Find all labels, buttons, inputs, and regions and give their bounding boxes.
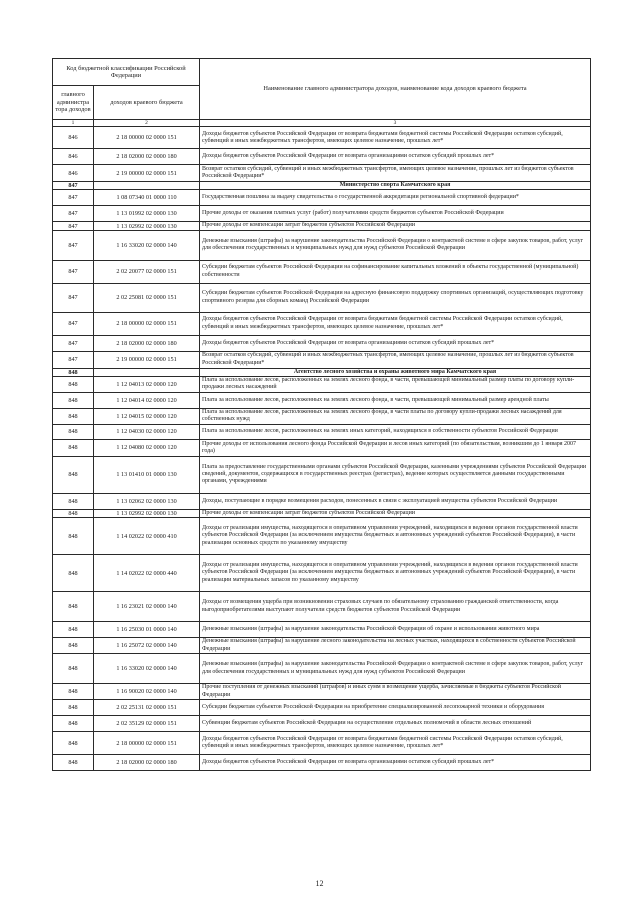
table-row [53, 165, 591, 182]
column-number-3: 3 [200, 120, 591, 127]
admin-code-cell: 848 [53, 716, 94, 732]
revenue-code-cell: 1 12 04014 02 0000 120 [94, 392, 200, 408]
revenue-name-cell: Прочие доходы от компенсации затрат бюджетов субъектов Российской Федерации [200, 509, 591, 517]
revenue-code-cell: 1 16 33020 02 0000 140 [94, 654, 200, 684]
revenue-code-cell: 1 14 02022 02 0000 410 [94, 518, 200, 555]
revenue-name-cell: Доходы от реализации имущества, находящегося в оперативном управлении учреждений, находящихся в ведении органов государственной власти субъектов Российской Федерации (за исключением имущества бюджетных и автономных учреждений субъектов Российской Федерации), в части реализации основных средств по указанному имуществу [200, 518, 591, 555]
admin-code-cell: 846 [53, 127, 94, 149]
revenue-name-cell: Прочие поступления от денежных взысканий (штрафов) и иных сумм в возмещение ущерба, зачисляемые в бюджеты субъектов Российской Федерации [200, 684, 591, 700]
revenue-name-cell: Плата за использование лесов, расположенных на землях лесного фонда, в части, превышающей минимальный размер платы по договору купли-продажи лесных насаждений [200, 376, 591, 392]
revenue-code-cell: 2 18 00000 02 0000 151 [94, 312, 200, 335]
revenue-code-cell: 1 13 02992 02 0000 130 [94, 222, 200, 230]
admin-code-cell: 848 [53, 592, 94, 622]
revenue-name-cell: Прочие доходы от оказания платных услуг (работ) получателями средств бюджетов субъектов Российской Федерации [200, 206, 591, 222]
section-header-row [53, 368, 591, 376]
admin-code-cell: 847 [53, 182, 94, 190]
revenue-code-cell: 2 02 25081 02 0000 151 [94, 283, 200, 312]
admin-code-cell: 847 [53, 335, 94, 351]
revenue-name-cell: Возврат остатков субсидий, субвенций и иных межбюджетных трансфертов, имеющих целевое назначение, прошлых лет из бюджетов субъектов Российской Федерации* [200, 165, 591, 182]
table-row [53, 732, 591, 755]
revenue-name-cell: Субвенции бюджетам субъектов Российской Федерации на осуществление отдельных полномочий в области лесных отношений [200, 716, 591, 732]
revenue-name-cell: Денежные взыскания (штрафы) за нарушение лесного законодательства на лесных участках, находящихся в собственности субъектов Российской Федерации [200, 638, 591, 654]
revenue-name-cell: Доходы бюджетов субъектов Российской Федерации от возврата организациями остатков субсидий прошлых лет* [200, 755, 591, 771]
admin-code-cell: 848 [53, 456, 94, 493]
table-row [53, 230, 591, 260]
admin-code-cell: 848 [53, 555, 94, 592]
table-row [53, 335, 591, 351]
table-row [53, 518, 591, 555]
revenue-code-cell: 1 13 01410 01 0000 130 [94, 456, 200, 493]
admin-code-cell: 847 [53, 190, 94, 206]
revenue-code-cell: 2 18 02000 02 0000 180 [94, 149, 200, 165]
revenue-code-cell: 2 18 00000 02 0000 151 [94, 127, 200, 149]
revenue-name-cell: Субсидии бюджетам субъектов Российской Федерации на приобретение специализированной лесопожарной техники и оборудования [200, 700, 591, 716]
page-number: 12 [315, 879, 324, 888]
header-code-column: доходов краевого бюджета [94, 86, 200, 120]
admin-code-cell: 848 [53, 638, 94, 654]
admin-code-cell: 848 [53, 755, 94, 771]
revenue-code-cell: 1 16 23021 02 0000 140 [94, 592, 200, 622]
administrator-name-cell: Министерство спорта Камчатского края [200, 182, 591, 190]
admin-code-cell: 846 [53, 149, 94, 165]
section-header-row [53, 182, 591, 190]
table-row [53, 376, 591, 392]
admin-code-cell: 848 [53, 408, 94, 424]
revenue-name-cell: Доходы от возмещения ущерба при возникновении страховых случаев по обязательному страхованию гражданской ответственности, когда выгодоприобретателями выступают получатели средств бюджетов субъектов Российской Федерации [200, 592, 591, 622]
table-row [53, 424, 591, 439]
revenue-code-cell: 1 13 02062 02 0000 130 [94, 493, 200, 509]
revenue-name-cell: Прочие доходы от использования лесного фонда Российской Федерации и лесов иных категорий (по обязательствам, возникшим до 1 января 2007 года) [200, 439, 591, 456]
header-group-title: Код бюджетной классификации Российской Федерации [53, 59, 200, 86]
revenue-name-cell: Доходы бюджетов субъектов Российской Федерации от возврата бюджетами бюджетной системы Российской Федерации остатков субсидий, субвенций и иных межбюджетных трансфертов, имеющих целевое назначение, прошлых лет* [200, 732, 591, 755]
revenue-name-cell: Плата за использование лесов, расположенных на землях лесного фонда, в части платы по договору купли-продажи лесных насаждений для собственных нужд [200, 408, 591, 424]
revenue-code-cell: 2 02 25131 02 0000 151 [94, 700, 200, 716]
admin-code-cell: 847 [53, 283, 94, 312]
revenue-code-cell: 2 18 02000 02 0000 180 [94, 755, 200, 771]
admin-code-cell: 847 [53, 230, 94, 260]
revenue-name-cell: Денежные взыскания (штрафы) за нарушение законодательства Российской Федерации об охране и использовании животного мира [200, 622, 591, 638]
revenue-code-cell: 1 08 07340 01 0000 110 [94, 190, 200, 206]
table-row [53, 555, 591, 592]
admin-code-cell: 848 [53, 368, 94, 376]
revenue-code-cell [94, 368, 200, 376]
admin-code-cell: 847 [53, 312, 94, 335]
table-row [53, 283, 591, 312]
table-row [53, 456, 591, 493]
admin-code-cell: 848 [53, 684, 94, 700]
revenue-code-cell: 1 12 04030 02 0000 120 [94, 424, 200, 439]
admin-code-cell: 848 [53, 518, 94, 555]
admin-code-cell: 847 [53, 206, 94, 222]
revenue-code-cell: 1 12 04080 02 0000 120 [94, 439, 200, 456]
revenue-code-cell: 1 13 02992 02 0000 130 [94, 509, 200, 517]
admin-code-cell: 848 [53, 493, 94, 509]
table-row [53, 592, 591, 622]
table-body [53, 127, 591, 771]
table-row [53, 439, 591, 456]
table-row [53, 206, 591, 222]
admin-code-cell: 846 [53, 165, 94, 182]
revenue-code-cell: 1 12 04015 02 0000 120 [94, 408, 200, 424]
revenue-code-cell: 1 12 04013 02 0000 120 [94, 376, 200, 392]
admin-code-cell: 848 [53, 700, 94, 716]
admin-code-cell: 847 [53, 222, 94, 230]
table-row [53, 127, 591, 149]
admin-code-cell: 848 [53, 376, 94, 392]
admin-code-cell: 848 [53, 622, 94, 638]
revenue-name-cell: Доходы, поступающие в порядке возмещения расходов, понесенных в связи с эксплуатацией имущества субъектов Российской Федерации [200, 493, 591, 509]
revenue-code-cell: 2 02 35129 02 0000 151 [94, 716, 200, 732]
revenue-name-cell: Денежные взыскания (штрафы) за нарушение законодательства Российской Федерации о контрактной системе в сфере закупок товаров, работ, услуг для обеспечения государственных и муниципальных нужд для нужд субъектов Российской Федерации [200, 230, 591, 260]
admin-code-cell: 848 [53, 439, 94, 456]
revenue-name-cell: Денежные взыскания (штрафы) за нарушение законодательства Российской Федерации о контрактной системе в сфере закупок товаров, работ, услуг для обеспечения государственных и муниципальных нужд для нужд субъектов Российской Федерации [200, 654, 591, 684]
revenue-code-cell: 2 18 02000 02 0000 180 [94, 335, 200, 351]
revenue-name-cell: Плата за использование лесов, расположенных на землях лесного фонда, в части, превышающей минимальный размер арендной платы [200, 392, 591, 408]
revenue-name-cell: Плата за использование лесов, расположенных на землях иных категорий, находящихся в собственности субъектов Российской Федерации [200, 424, 591, 439]
table-row [53, 392, 591, 408]
revenue-code-cell [94, 182, 200, 190]
revenue-code-cell: 1 13 01992 02 0000 130 [94, 206, 200, 222]
administrator-name-cell: Агентство лесного хозяйства и охраны животного мира Камчатского края [200, 368, 591, 376]
admin-code-cell: 847 [53, 260, 94, 283]
revenue-code-cell: 1 14 02022 02 0000 440 [94, 555, 200, 592]
revenue-code-cell: 1 16 25072 02 0000 140 [94, 638, 200, 654]
table-row [53, 351, 591, 368]
table-row [53, 509, 591, 517]
table-row [53, 222, 591, 230]
revenue-name-cell: Прочие доходы от компенсации затрат бюджетов субъектов Российской Федерации [200, 222, 591, 230]
table-row [53, 684, 591, 700]
revenue-name-cell: Субсидии бюджетам субъектов Российской Федерации на софинансирование капитальных вложений в объекты государственной (муниципальной) собственности [200, 260, 591, 283]
revenue-name-cell: Доходы бюджетов субъектов Российской Федерации от возврата организациями остатков субсидий прошлых лет* [200, 335, 591, 351]
revenue-code-cell: 2 19 00000 02 0000 151 [94, 165, 200, 182]
table-row [53, 408, 591, 424]
revenue-classification-table [52, 58, 591, 771]
revenue-code-cell: 2 19 00000 02 0000 151 [94, 351, 200, 368]
revenue-name-cell: Доходы бюджетов субъектов Российской Федерации от возврата организациями остатков субсидий прошлых лет* [200, 149, 591, 165]
table-row [53, 312, 591, 335]
table-row [53, 716, 591, 732]
budget-table-sheet [52, 58, 590, 771]
column-number-1: 1 [53, 120, 94, 127]
admin-code-cell: 848 [53, 732, 94, 755]
table-row [53, 622, 591, 638]
revenue-name-cell: Доходы от реализации имущества, находящегося в оперативном управлении учреждений, находящихся в ведении органов государственной власти субъектов Российской Федерации (за исключением имущества бюджетных и автономных учреждений субъектов Российской Федерации), в части реализации материальных запасов по указанному имуществу [200, 555, 591, 592]
admin-code-cell: 848 [53, 424, 94, 439]
revenue-name-cell: Государственная пошлина за выдачу свидетельства о государственной аккредитации региональной спортивной федерации* [200, 190, 591, 206]
revenue-code-cell: 1 16 25030 01 0000 140 [94, 622, 200, 638]
table-row [53, 638, 591, 654]
table-row [53, 700, 591, 716]
admin-code-cell: 848 [53, 509, 94, 517]
table-row [53, 493, 591, 509]
column-number-2: 2 [94, 120, 200, 127]
admin-code-cell: 848 [53, 654, 94, 684]
revenue-code-cell: 1 16 90020 02 0000 140 [94, 684, 200, 700]
revenue-code-cell: 1 16 33020 02 0000 140 [94, 230, 200, 260]
table-row [53, 654, 591, 684]
revenue-name-cell: Доходы бюджетов субъектов Российской Федерации от возврата бюджетами бюджетной системы Российской Федерации остатков субсидий, субвенций и иных межбюджетных трансфертов, имеющих целевое назначение, прошлых лет* [200, 127, 591, 149]
header-admin-column: главного администра тора доходов [53, 86, 94, 120]
table-row [53, 190, 591, 206]
table-row [53, 149, 591, 165]
admin-code-cell: 848 [53, 392, 94, 408]
revenue-name-cell: Доходы бюджетов субъектов Российской Федерации от возврата бюджетами бюджетной системы Российской Федерации остатков субсидий, субвенций и иных межбюджетных трансфертов, имеющих целевое назначение, прошлых лет* [200, 312, 591, 335]
table-row [53, 260, 591, 283]
header-name-column: Наименование главного администратора доходов, наименование кода доходов краевого бюджета [200, 59, 591, 120]
revenue-name-cell: Субсидии бюджетам субъектов Российской Федерации на адресную финансовую поддержку спортивных организаций, осуществляющих подготовку спортивного резерва для сборных команд Российской Федерации [200, 283, 591, 312]
revenue-code-cell: 2 18 00000 02 0000 151 [94, 732, 200, 755]
admin-code-cell: 847 [53, 351, 94, 368]
revenue-name-cell: Плата за предоставление государственными органами субъектов Российской Федерации, казенными учреждениями субъектов Российской Федерации сведений, документов, содержащихся в государственных реестрах (регистрах), ведение которых осуществляется данными государственными органами, учреждениями [200, 456, 591, 493]
revenue-name-cell: Возврат остатков субсидий, субвенций и иных межбюджетных трансфертов, имеющих целевое назначение, прошлых лет из бюджетов субъектов Российской Федерации* [200, 351, 591, 368]
table-row [53, 755, 591, 771]
revenue-code-cell: 2 02 20077 02 0000 151 [94, 260, 200, 283]
